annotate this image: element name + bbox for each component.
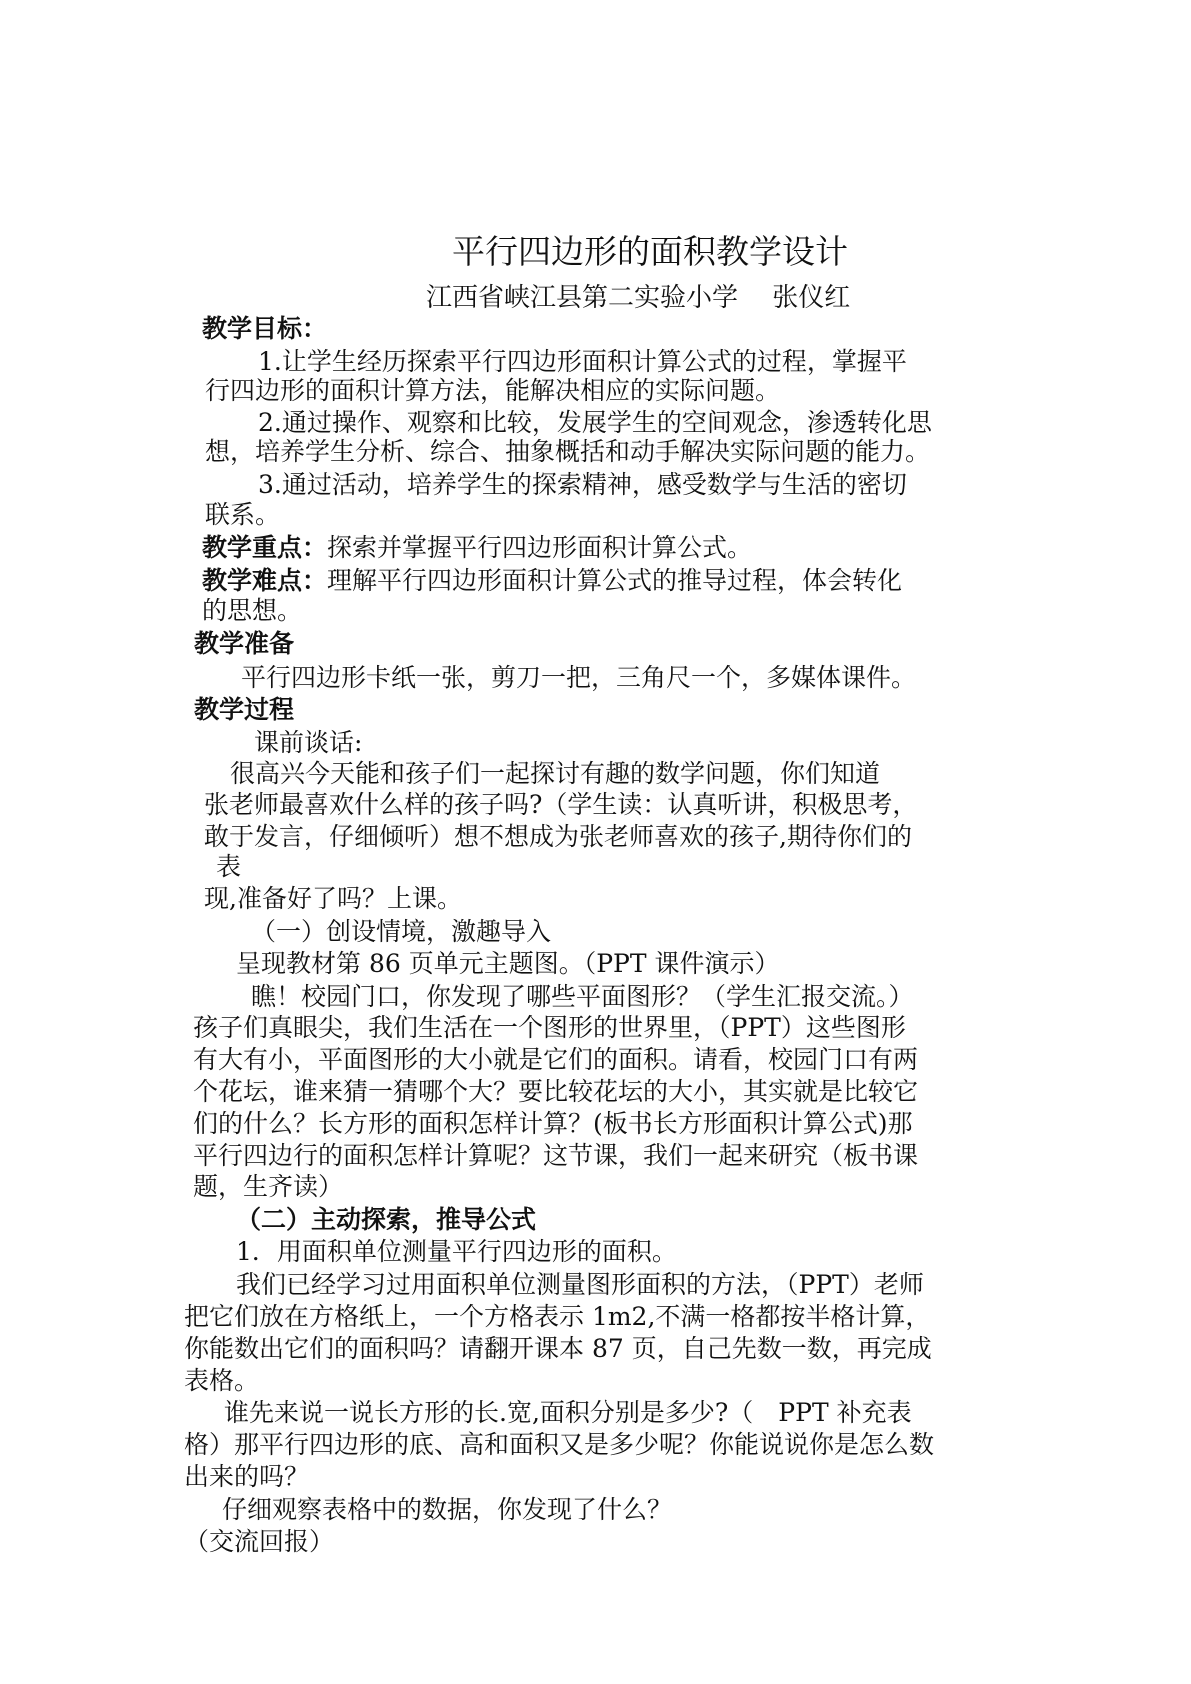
process-line: 表格。 — [184, 1366, 260, 1395]
difficulty-point — [202, 566, 902, 596]
process-line: 表 — [216, 852, 242, 881]
part-two-heading: （二）主动探索，推导公式 — [236, 1205, 537, 1234]
process-line: 孩子们真眼尖，我们生活在一个图形的世界里，（PPT）这些图形 — [193, 1013, 906, 1042]
process-line: 出来的吗？ — [184, 1462, 310, 1491]
prep-text: 平行四边形卡纸一张，剪刀一把，三角尺一个，多媒体课件。 — [241, 663, 917, 692]
process-line: 1．用面积单位测量平行四边形的面积。 — [236, 1237, 677, 1266]
process-line: 敢于发言，仔细倾听）想不想成为张老师喜欢的孩子,期待你们的 — [204, 822, 912, 851]
goal-3-line-2: 联系。 — [205, 500, 281, 529]
process-line: 有大有小，平面图形的大小就是它们的面积。请看，校园门口有两 — [193, 1045, 919, 1074]
difficulty-label: 教学难点： — [202, 566, 328, 595]
process-line: 仔细观察表格中的数据，你发现了什么？ — [222, 1495, 673, 1524]
goal-3-line-1: 3.通过活动，培养学生的探索精神，感受数学与生活的密切 — [258, 470, 907, 499]
process-line: 个花坛，谁来猜一猜哪个大？要比较花坛的大小，其实就是比较它 — [193, 1077, 919, 1106]
process-line: 谁先来说一说长方形的长.宽,面积分别是多少?（ PPT 补充表 — [224, 1398, 912, 1427]
key-point-text: 探索并掌握平行四边形面积计算公式。 — [327, 533, 753, 562]
prep-heading: 教学准备 — [194, 629, 295, 658]
difficulty-text: 理解平行四边形面积计算公式的推导过程，体会转化 — [327, 566, 903, 595]
process-line: 把它们放在方格纸上，一个方格表示 1m2,不满一格都按半格计算， — [184, 1302, 931, 1331]
process-line: 你能数出它们的面积吗？请翻开课本 87 页，自己先数一数，再完成 — [184, 1334, 932, 1363]
key-point — [202, 533, 752, 563]
process-heading: 教学过程 — [194, 695, 295, 724]
difficulty-line-2: 的思想。 — [202, 596, 303, 625]
process-line: 平行四边行的面积怎样计算呢？这节课，我们一起来研究（板书课 — [193, 1141, 919, 1170]
process-line: 瞧！校园门口，你发现了哪些平面图形？（学生汇报交流。） — [251, 982, 914, 1011]
goal-2-line-1: 2.通过操作、观察和比较，发展学生的空间观念，渗透转化思 — [258, 408, 932, 437]
goal-1-line-2: 行四边形的面积计算方法，能解决相应的实际问题。 — [205, 376, 781, 405]
process-line: 题，生齐读） — [193, 1172, 344, 1201]
goal-2-line-2: 想，培养学生分析、综合、抽象概括和动手解决实际问题的能力。 — [205, 437, 931, 466]
process-line: 们的什么？长方形的面积怎样计算？(板书长方形面积计算公式)那 — [193, 1109, 913, 1138]
process-line: 很高兴今天能和孩子们一起探讨有趣的数学问题，你们知道 — [230, 759, 881, 788]
process-line: 我们已经学习过用面积单位测量图形面积的方法，（PPT）老师 — [236, 1270, 924, 1299]
document-title: 平行四边形的面积教学设计 — [452, 232, 848, 271]
process-line: （交流回报） — [184, 1527, 335, 1556]
process-line: 格）那平行四边形的底、高和面积又是多少呢？你能说说你是怎么数 — [184, 1430, 935, 1459]
process-line: （一）创设情境，激趣导入 — [251, 917, 552, 946]
key-point-label: 教学重点： — [202, 533, 328, 562]
goal-1-line-1: 1.让学生经历探索平行四边形面积计算公式的过程，掌握平 — [258, 347, 907, 376]
process-line: 现,准备好了吗？上课。 — [204, 884, 462, 913]
author-line: 江西省峡江县第二实验小学 张仪红 — [426, 283, 851, 313]
goals-heading: 教学目标： — [202, 314, 328, 343]
process-line: 张老师最喜欢什么样的孩子吗?（学生读：认真听讲，积极思考， — [204, 790, 918, 819]
process-line: 呈现教材第 86 页单元主题图。（PPT 课件演示） — [236, 949, 780, 978]
process-line: 课前谈话: — [254, 728, 363, 757]
